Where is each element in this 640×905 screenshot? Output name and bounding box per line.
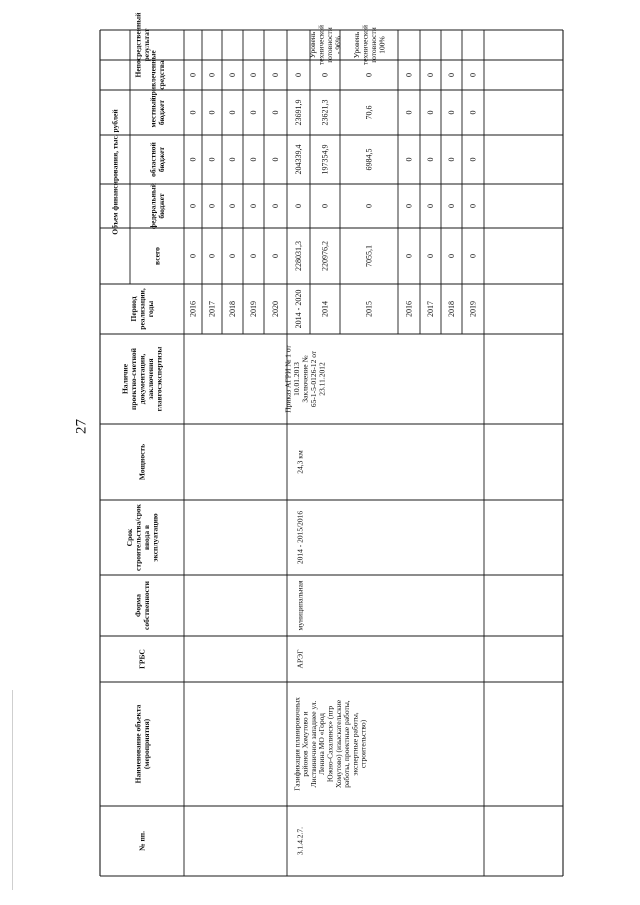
row-total: 0	[426, 254, 435, 258]
row-regional: 0	[207, 157, 217, 162]
row-year: 2020	[271, 301, 280, 317]
header-regional: областнойбюджет	[148, 142, 166, 177]
row-total: 228031,3	[294, 241, 303, 271]
row-attracted: 0	[207, 73, 217, 77]
row-total: 0	[271, 254, 280, 258]
row-federal: 0	[207, 204, 217, 208]
row-total: 0	[447, 254, 456, 258]
row-regional: 0	[426, 157, 435, 162]
row-regional: 0	[188, 157, 198, 162]
project-grbs: АРЭГ	[295, 649, 305, 669]
row-federal: 0	[188, 204, 198, 208]
row-total: 7055,1	[364, 245, 374, 267]
row-attracted: 0	[404, 73, 414, 77]
row-federal: 0	[320, 204, 330, 208]
row-local: 0	[404, 110, 414, 115]
project-construction-period: 2014 - 2015/2016	[295, 510, 305, 565]
row-year: 2015	[364, 301, 374, 317]
row-total: 220976,2	[320, 241, 330, 271]
project-documentation: Приказ АГРИ № 1 от10.01.2013Заключение №65-1-5-0126-12 от23.11.2012	[283, 345, 327, 413]
row-federal: 0	[447, 204, 456, 208]
row-federal: 0	[468, 204, 478, 208]
header-grbs: ГРБС	[137, 649, 147, 669]
header-local: местныйбюджет	[148, 97, 166, 128]
row-year: 2019	[249, 301, 258, 317]
row-federal: 0	[294, 204, 303, 208]
row-result: Уровеньтехническойготовности- 96%	[307, 25, 343, 65]
row-total: 0	[228, 254, 237, 258]
header-documentation: Наличиепроектно-сметнойдокументации,заключенияглавгосэкспертизы	[120, 346, 164, 412]
row-year: 2018	[447, 301, 456, 317]
header-total: всего	[152, 247, 162, 265]
row-regional: 0	[404, 157, 414, 162]
row-attracted: 0	[271, 73, 280, 77]
row-total: 0	[468, 254, 478, 258]
header-capacity: Мощность	[137, 443, 147, 481]
row-regional: 197354,9	[320, 144, 330, 175]
row-total: 0	[249, 254, 258, 258]
row-federal: 0	[364, 204, 374, 208]
row-regional: 6984,5	[364, 148, 374, 171]
row-attracted: 0	[294, 73, 303, 77]
header-attracted: привлеченныесредства	[148, 50, 166, 100]
header-funding-group: Объем финансирования, тыс. рублей	[110, 109, 120, 235]
row-local: 23621,3	[320, 99, 330, 126]
header-construction-period: Срокстроительства/срокввода вэксплуатацию	[124, 503, 160, 572]
row-local: 23691,9	[294, 99, 303, 126]
project-no: 3.1.4.2.7.	[295, 826, 305, 856]
header-result: Непосредственныйрезультат	[133, 12, 151, 78]
row-attracted: 0	[320, 73, 330, 77]
row-federal: 0	[249, 204, 258, 208]
row-local: 0	[426, 110, 435, 115]
row-local: 70,6	[364, 105, 374, 120]
row-year: 2017	[207, 301, 217, 317]
row-attracted: 0	[426, 73, 435, 77]
row-attracted: 0	[364, 73, 374, 77]
row-total: 0	[404, 254, 414, 258]
row-total: 0	[207, 254, 217, 258]
row-year: 2014	[320, 301, 330, 317]
row-result: Уровеньтехническойготовности100%	[351, 25, 387, 65]
project-ownership: муниципальная	[295, 580, 305, 631]
row-regional: 0	[271, 157, 280, 162]
row-local: 0	[468, 110, 478, 115]
row-attracted: 0	[249, 73, 258, 77]
row-regional: 0	[447, 157, 456, 162]
row-attracted: 0	[228, 73, 237, 77]
row-federal: 0	[228, 204, 237, 208]
project-capacity: 24,3 км	[295, 450, 305, 474]
header-federal: федеральныйбюджет	[148, 182, 166, 230]
header-period: Периодреализации,годы	[129, 288, 155, 330]
row-year: 2019	[468, 301, 478, 317]
project-name: Газификация планировочныхрайонов Хомутово иЛиствиничное западнее ул.Ленина МО «ГородЮжно-Сахалинск» (пгрХомутово) (изыскательскиеработы, проектные работы,экспертные работы,строительство)	[292, 697, 368, 791]
row-attracted: 0	[447, 73, 456, 77]
row-regional: 0	[468, 157, 478, 162]
header-ownership: Формасобственности	[133, 581, 151, 630]
row-local: 0	[228, 110, 237, 115]
header-name: Наименование объекта(мероприятия)	[133, 704, 151, 784]
row-year: 2017	[426, 301, 435, 317]
financing-table	[100, 12, 563, 876]
row-year: 2016	[404, 301, 414, 317]
row-federal: 0	[426, 204, 435, 208]
row-local: 0	[188, 110, 198, 115]
row-local: 0	[447, 110, 456, 115]
row-regional: 204339,4	[294, 144, 303, 175]
row-regional: 0	[228, 157, 237, 162]
row-local: 0	[249, 110, 258, 115]
row-local: 0	[207, 110, 217, 115]
row-total: 0	[188, 254, 198, 258]
row-federal: 0	[271, 204, 280, 208]
row-regional: 0	[249, 157, 258, 162]
row-year: 2018	[228, 301, 237, 317]
row-local: 0	[271, 110, 280, 115]
row-year: 2016	[188, 301, 198, 317]
row-year: 2014 - 2020	[294, 289, 303, 329]
page-number: 27	[73, 419, 90, 434]
row-federal: 0	[404, 204, 414, 208]
header-no: № пп.	[137, 831, 147, 851]
row-attracted: 0	[188, 73, 198, 77]
row-attracted: 0	[468, 73, 478, 77]
